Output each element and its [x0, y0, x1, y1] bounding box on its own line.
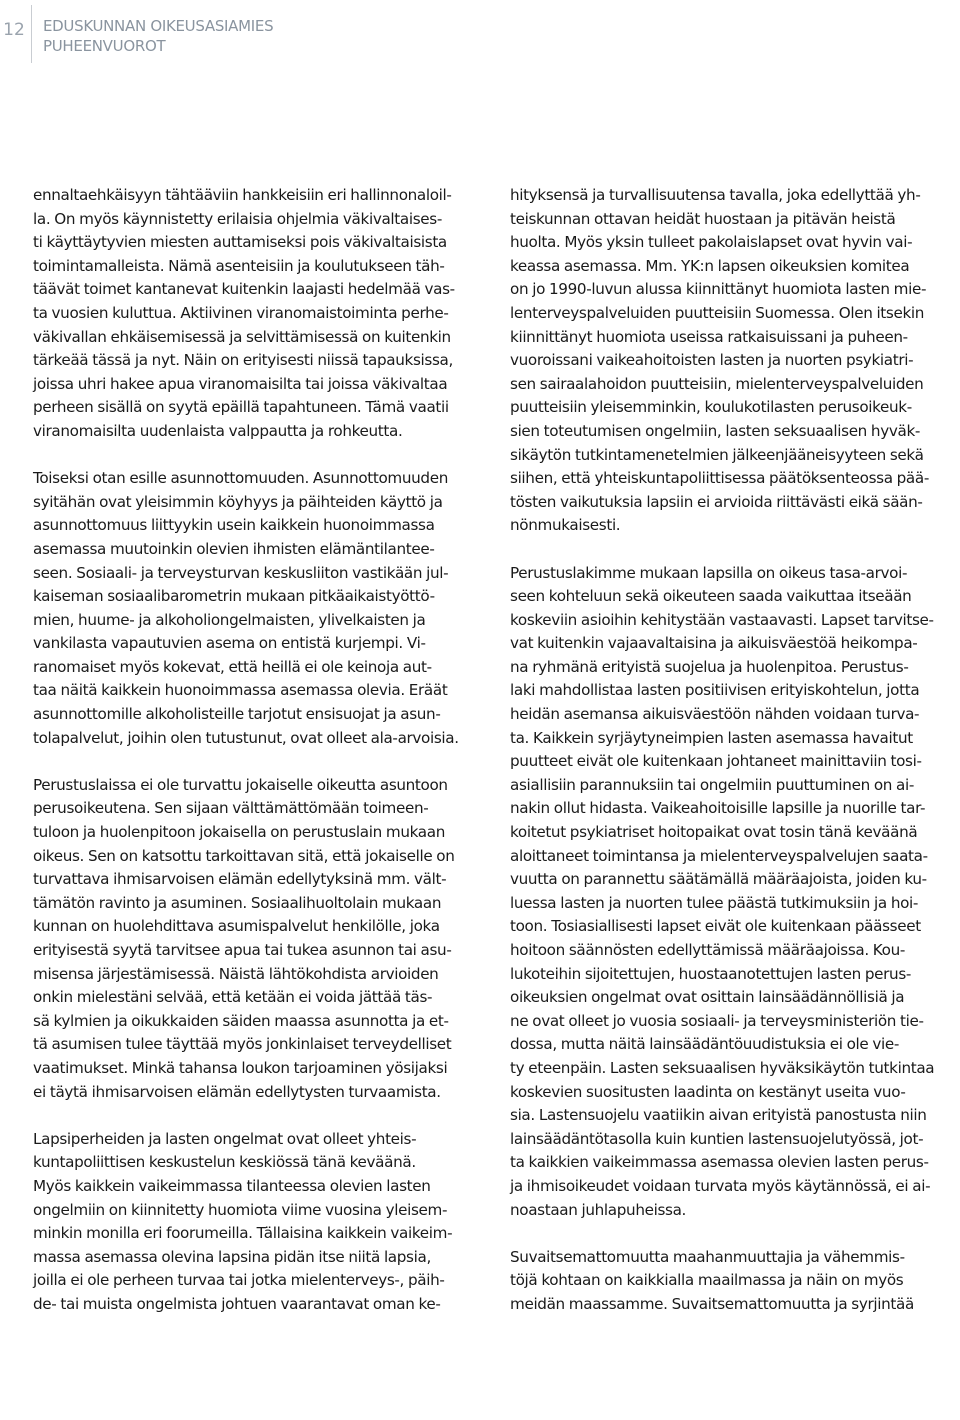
text-line: joissa uhri hakee apua viranomaisilta tai joissa väkivaltaa: [33, 374, 448, 393]
text-line: viranomaisilta uudenlaista valppautta ja rohkeutta.: [33, 421, 403, 440]
text-line: oikeuksien ongelmat ovat osittain lainsäädännöllisiä ja: [510, 988, 905, 1007]
text-line: ty eteenpäin. Lasten seksuaalisen hyväksikäytön tutkintaa: [510, 1058, 935, 1077]
text-line: ta kaikkien vaikeimmassa asemassa olevien lasten perus-: [510, 1153, 929, 1172]
text-line: seen. Sosiaali- ja terveysturvan keskusliiton vastikään jul-: [33, 563, 449, 582]
text-line: on jo 1990-luvun alussa kiinnittänyt huomiota lasten mie-: [510, 280, 927, 299]
text-line: vuoroissani vaikeahoitoisten lasten ja nuorten psykiatri-: [510, 351, 914, 370]
text-line: lainsäädäntötasolla kuin kuntien lastensuojelutyössä, jot-: [510, 1129, 924, 1148]
paragraph: [510, 562, 960, 1223]
text-line: asemassa muutoinkin olevien ihmisten elämäntilantee-: [33, 539, 435, 558]
text-column-left: [33, 184, 483, 1317]
paragraph: [510, 1246, 960, 1317]
text-line: koskeviin asioihin kehitystään vastaavasti. Lapset tarvitse-: [510, 610, 934, 629]
text-line: Myös kaikkein vaikeimmassa tilanteessa olevien lasten: [33, 1176, 431, 1195]
publication-title: EDUSKUNNAN OIKEUSASIAMIES: [43, 17, 274, 35]
text-line: ennaltaehkäisyyn tähtääviin hankkeisiin eri hallinnonaloil-: [33, 186, 452, 204]
text-line: ne ovat olleet jo vuosia sosiaali- ja terveysministeriön tie-: [510, 1011, 924, 1030]
text-line: joilla ei ole perheen turvaa tai jotka mielenterveys-, päih-: [33, 1271, 445, 1290]
text-line: sien toteutumisen ongelmiin, lasten seksuaalisen hyväk-: [510, 421, 921, 440]
text-line: Perustuslaissa ei ole turvattu jokaiselle oikeutta asuntoon: [33, 775, 448, 794]
paragraph-gap: [510, 538, 960, 562]
text-line: vat kuitenkin vajaavaltaisina ja aikuisväestöä heikompa-: [510, 634, 918, 653]
paragraph-gap: [510, 1222, 960, 1246]
text-line: syitähän ovat yleisimmin köyhyys ja päihteiden käyttö ja: [33, 492, 443, 511]
text-line: mien, huume- ja alkoholiongelmaisten, ylivelkaisten ja: [33, 610, 426, 629]
text-line: vaatimukset. Minkä tahansa loukon tarjoaminen yösijaksi: [33, 1058, 448, 1077]
section-title: PUHEENVUOROT: [43, 37, 166, 55]
text-line: misensa järjestämisessä. Näistä lähtökohdista arvioiden: [33, 964, 439, 983]
text-line: keassa asemassa. Mm. YK:n lapsen oikeuksien komitea: [510, 256, 910, 275]
text-line: puutteet eivät ole kuitenkaan johtaneet mainittaviin tosi-: [510, 752, 922, 771]
paragraph: [33, 467, 483, 750]
text-line: tolapalvelut, joihin olen tutustunut, ovat olleet ala-arvoisia.: [33, 728, 459, 747]
paragraph-gap: [33, 444, 483, 468]
text-line: sikäytön tutkintamenetelmien jälkeenjääneisyyteen sekä: [510, 445, 924, 464]
text-line: puutteisiin yleisemminkin, koulukotilasten perusoikeuk-: [510, 398, 912, 417]
text-line: ja ihmisoikeudet voidaan turvata myös käytännössä, ei ai-: [510, 1176, 931, 1195]
text-line: ti käyttäytyvien miesten auttamiseksi pois väkivaltaisista: [33, 233, 447, 252]
page-header: [0, 0, 960, 70]
paragraph-gap: [33, 750, 483, 774]
text-line: asunnottomille alkoholisteille tarjotut ensisuojat ja asun-: [33, 705, 441, 724]
text-line: Suvaitsemattomuutta maahanmuuttajia ja vähemmis-: [510, 1247, 905, 1266]
text-line: töjä kohtaan on kaikkialla maailmassa ja näin on myös: [510, 1271, 904, 1290]
text-line: asunnottomuus liittyykin usein kaikkein huonoimmassa: [33, 516, 435, 535]
text-line: erityisestä syytä tarvitsee apua tai tukea asunnon tai asu-: [33, 941, 452, 959]
text-line: seen kohteluun sekä oikeuteen saada vaikuttaa itseään: [510, 587, 912, 606]
text-line: oikeus. Sen on katsottu tarkoittavan sitä, että jokaiselle on: [33, 846, 455, 865]
text-line: nakin ollut hidasta. Vaikeahoitoisille lapsille ja nuorille tar-: [510, 799, 926, 818]
text-line: tösten vaikutuksia lapsiin ei arvioida riittävästi eikä sään-: [510, 492, 923, 511]
paragraph: [33, 1128, 483, 1317]
text-line: ta. Kaikkein syrjäytyneimpien lasten asemassa havaitut: [510, 728, 913, 747]
text-line: koitetut psykiatriset hoitopaikat ovat tosin tänä keväänä: [510, 823, 918, 842]
text-line: perusoikeutena. Sen sijaan välttämättömään toimeen-: [33, 799, 429, 818]
text-column-right: [510, 184, 960, 1317]
text-line: perheen sisällä on syytä epäillä tapahtuneen. Tämä vaatii: [33, 398, 449, 417]
text-line: noastaan juhlapuheissa.: [510, 1200, 687, 1219]
text-line: massa asemassa olevina lapsina pidän itse niitä lapsia,: [33, 1247, 431, 1266]
text-line: asiallisiin parannuksiin tai ongelmiin puuttuminen on ai-: [510, 775, 914, 794]
text-line: aloittaneet toimintansa ja mielenterveyspalvelujen saata-: [510, 846, 928, 865]
text-line: ongelmiin on kiinnitetty huomiota viime vuosina yleisem-: [33, 1200, 448, 1219]
text-line: dossa, mutta näitä lainsäädäntöuudistuksia ei ole vie-: [510, 1035, 900, 1054]
page-number: 12: [3, 20, 25, 40]
text-line: toon. Tosiasiallisesti lapset eivät ole kuitenkaan päässeet: [510, 917, 921, 936]
text-line: lenterveyspalveluiden puutteisiin Suomessa. Olen itsekin: [510, 303, 925, 322]
running-header: [43, 16, 273, 56]
text-line: ei täytä ihmisarvoisen elämän edellytysten turvaamista.: [33, 1082, 441, 1101]
text-line: minkin monilla eri foorumeilla. Tällaisina kaikkein vaikeim-: [33, 1224, 453, 1243]
text-line: koskevien suositusten laadinta on kestänyt useita vuo-: [510, 1082, 906, 1101]
header-divider: [31, 5, 32, 63]
text-line: sen sairaalahoidon puutteisiin, mielenterveyspalveluiden: [510, 374, 924, 393]
text-line: teiskunnan ottavan heidät huostaan ja pitävän heistä: [510, 209, 896, 228]
text-line: na ryhmänä erityistä suojelua ja huolenpitoa. Perustus-: [510, 657, 909, 676]
text-line: hoitoon säännösten edellyttämissä määräajoissa. Kou-: [510, 941, 905, 959]
text-line: täävät toimet kantanevat kuitenkin laajasti hedelmää vas-: [33, 280, 455, 299]
text-line: kunnan on huolehdittava asumispalvelut henkilölle, joka: [33, 917, 440, 936]
text-line: hityksensä ja turvallisuutensa tavalla, joka edellyttää yh-: [510, 186, 921, 204]
text-line: tämätön ravinto ja asuminen. Sosiaalihuoltolain mukaan: [33, 893, 442, 912]
text-line: meidän maassamme. Suvaitsemattomuutta ja syrjintää: [510, 1294, 914, 1313]
text-line: ta vuosien kuluttua. Aktiivinen viranomaistoiminta perhe-: [33, 303, 449, 322]
text-line: nönmukaisesti.: [510, 516, 621, 535]
text-line: sä kylmien ja oikukkaiden säiden maassa asunnotta ja et-: [33, 1011, 449, 1030]
text-line: turvattava ihmisarvoisen elämän edellytyksinä mm. vält-: [33, 870, 447, 889]
text-line: tuloon ja huolenpitoon jokaisella on perustuslain mukaan: [33, 823, 445, 842]
text-line: laki mahdollistaa lasten positiivisen erityiskohtelun, jotta: [510, 681, 920, 700]
text-line: Lapsiperheiden ja lasten ongelmat ovat olleet yhteis-: [33, 1129, 417, 1148]
text-line: kaiseman sosiaalibarometrin mukaan pitkäaikaistyöttö-: [33, 587, 435, 606]
text-line: luessa lasten ja nuorten tulee päästä tutkimuksiin ja hoi-: [510, 893, 919, 912]
text-line: vankilasta vapautuvien asema on entistä kurjempi. Vi-: [33, 634, 426, 653]
paragraph: [33, 774, 483, 1104]
text-line: taa näitä kaikkein huonoimmassa asemassa olevia. Eräät: [33, 681, 448, 700]
text-line: Toiseksi otan esille asunnottomuuden. Asunnottomuuden: [33, 469, 448, 488]
text-line: siihen, että yhteiskuntapoliittisessa päätöksenteossa pää-: [510, 469, 929, 488]
text-line: huolta. Myös yksin tulleet pakolaislapset ovat hyvin vai-: [510, 233, 913, 252]
text-line: vuutta on parannettu säätämällä määräajoista, joiden ku-: [510, 870, 927, 889]
text-line: sia. Lastensuojelu vaatiikin aivan erityistä panostusta niin: [510, 1106, 927, 1125]
text-line: tärkeää tässä ja nyt. Näin on erityisesti niissä tapauksissa,: [33, 351, 453, 370]
paragraph: [510, 184, 960, 538]
text-line: tä asumisen tulee täyttää myös jonkinlaiset terveydelliset: [33, 1035, 452, 1054]
paragraph: [33, 184, 483, 444]
text-line: la. On myös käynnistetty erilaisia ohjelmia väkivaltaises-: [33, 209, 442, 228]
text-line: onkin mielestäni selvää, että ketään ei voida jättää täs-: [33, 988, 433, 1007]
text-line: Perustuslakimme mukaan lapsilla on oikeus tasa-arvoi-: [510, 563, 908, 582]
text-line: väkivallan ehkäisemisessä ja selvittämisessä on kuitenkin: [33, 327, 451, 346]
text-line: kiinnittänyt huomiota useissa ratkaisuissani ja puheen-: [510, 327, 908, 346]
text-line: de- tai muista ongelmista johtuen vaarantavat oman ke-: [33, 1294, 441, 1313]
text-line: kuntapoliittisen keskustelun keskiössä tänä keväänä.: [33, 1153, 416, 1172]
text-line: toimintamalleista. Nämä asenteisiin ja koulutukseen täh-: [33, 256, 445, 275]
text-line: lukoteihin sijoitettujen, huostaanotettujen lasten perus-: [510, 964, 912, 983]
paragraph-gap: [33, 1104, 483, 1128]
text-line: heidän asemansa aikuisväestöön nähden voidaan turva-: [510, 705, 920, 724]
text-line: ranomaiset myös kokevat, että heillä ei ole keinoja aut-: [33, 657, 432, 676]
